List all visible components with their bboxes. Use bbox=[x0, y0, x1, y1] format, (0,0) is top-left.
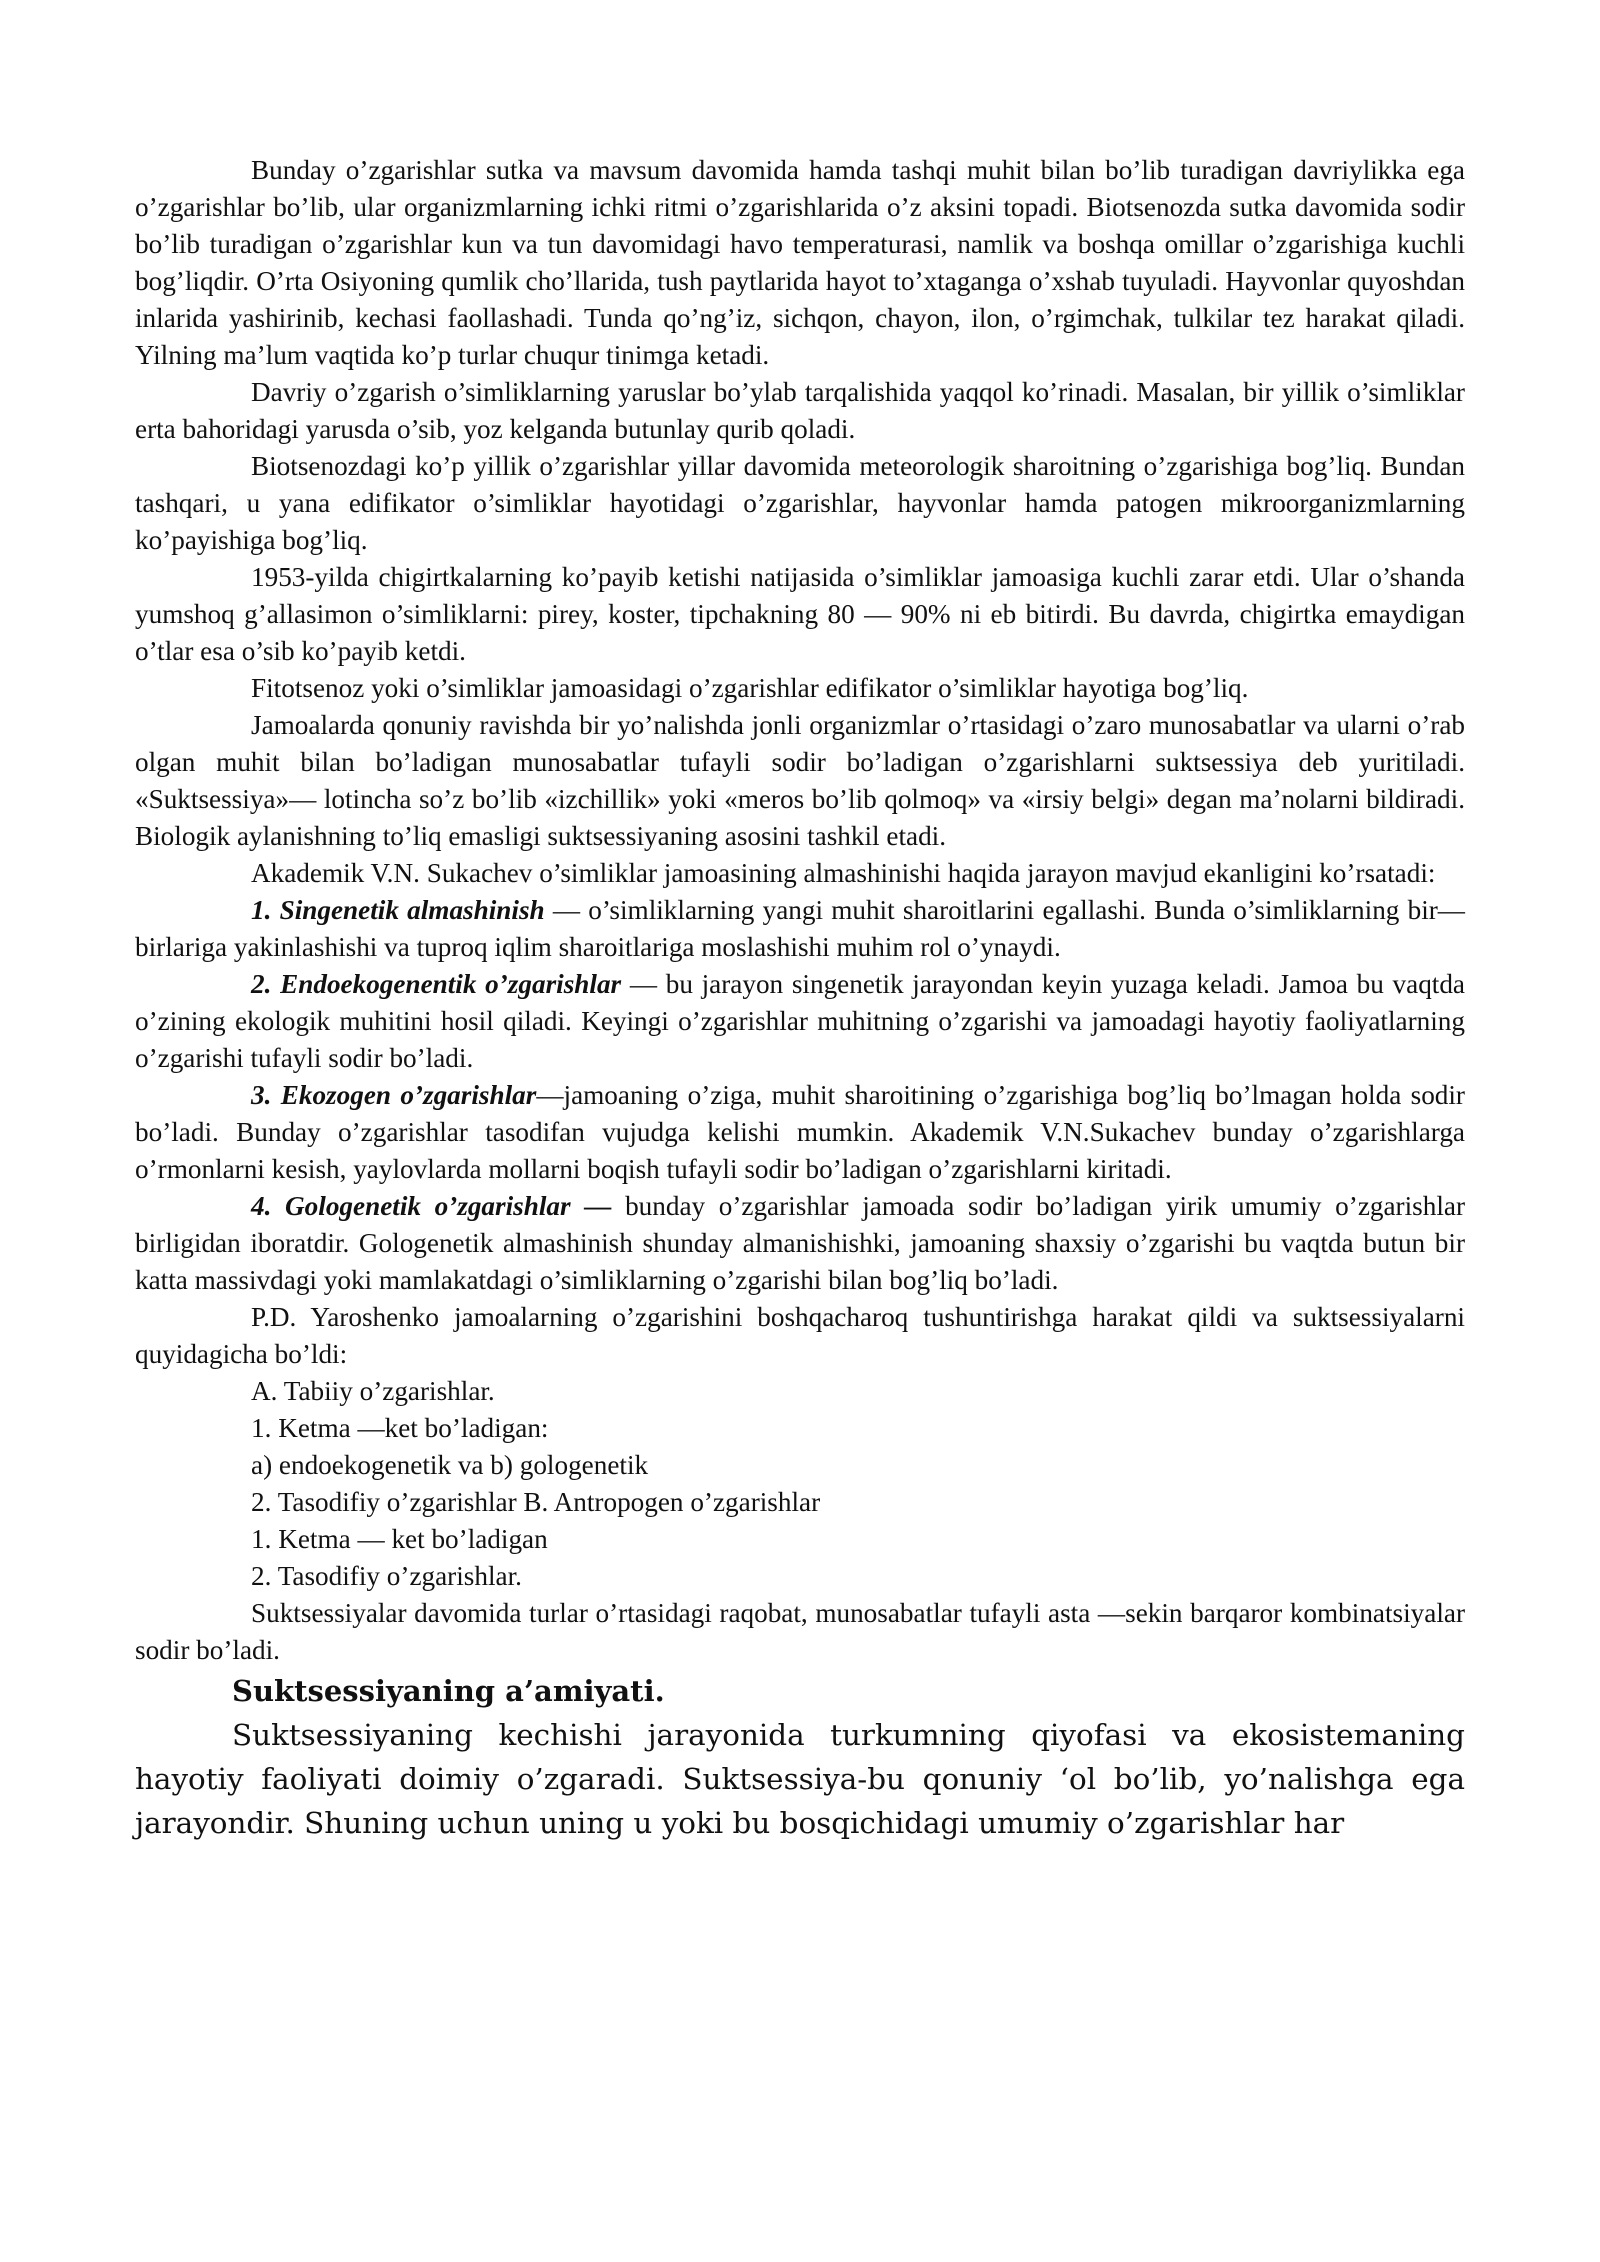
classification-item: 2. Tasodifiy o’zgarishlar. bbox=[251, 1561, 522, 1591]
classification-item: 1. Ketma — ket bo’ladigan bbox=[251, 1524, 548, 1554]
stage-text: —jamoaning o’ziga, muhit sharoitining o’zgarishiga bog’liq bo’lmagan holda sodir bo’ladi. Bunday o’zgarishlar tasodifan vujudga kelishi mumkin. Akademik V.N.Sukachev bunday o’zgarishlarga o’rmonlarni kesish, yaylovlarda mollarni boqish tufayli sodir bo’ladigan o’zgarishlarni kiritadi. bbox=[135, 1080, 1465, 1184]
section-heading: Suktsessiyaning a’amiyati. bbox=[232, 1674, 665, 1708]
stage-item-exogenic bbox=[135, 1077, 1465, 1188]
stage-term: 2. Endoekogenentik o’zgarishlar bbox=[251, 969, 622, 999]
paragraph-conclusion: Suktsessiyalar davomida turlar o’rtasidagi raqobat, munosabatlar tufayli asta —sekin barqaror kombinatsiyalar sodir bo’ladi. bbox=[135, 1598, 1465, 1665]
paragraph-phytocenosis: Fitotsenoz yoki o’simliklar jamoasidagi o’zgarishlar edifikator o’simliklar hayotiga bog’liq. bbox=[251, 673, 1249, 703]
stage-item-singenetic bbox=[135, 892, 1465, 966]
paragraph-sukachev-intro: Akademik V.N. Sukachev o’simliklar jamoasining almashinishi haqida jarayon mavjud ekanligini ko’rsatadi: bbox=[251, 858, 1436, 888]
stage-term: 4. Gologenetik o’zgarishlar — bbox=[251, 1191, 612, 1221]
stage-term: 3. Ekozogen o’zgarishlar bbox=[251, 1080, 537, 1110]
paragraph-layer-changes: Davriy o’zgarish o’simliklarning yaruslar bo’ylab tarqalishida yaqqol ko’rinadi. Masalan, bir yillik o’simliklar erta bahoridagi yarusda o’sib, yoz kelganda butunlay qurib qoladi. bbox=[135, 377, 1465, 444]
stage-text: — o’simliklarning yangi muhit sharoitlarini egallashi. Bunda o’simliklarning bir—birlariga yakinlashishi va tuproq iqlim sharoitlariga moslashishi muhim rol o’ynaydi. bbox=[135, 895, 1465, 962]
paragraph-multiyear-changes: Biotsenozdagi ko’p yillik o’zgarishlar yillar davomida meteorologik sharoitning o’zgarishiga bog’liq. Bundan tashqari, u yana edifikator o’simliklar hayotidagi o’zgarishlar, hayvonlar hamda patogen mikroorganizmlarning ko’payishiga bog’liq. bbox=[135, 451, 1465, 555]
classification-item: A. Tabiiy o’zgarishlar. bbox=[251, 1376, 495, 1406]
classification-item: a) endoekogenetik va b) gologenetik bbox=[251, 1450, 649, 1480]
document-body bbox=[135, 152, 1465, 1669]
stage-text: bunday o’zgarishlar jamoada sodir bo’ladigan yirik umumiy o’zgarishlar birligidan iboratdir. Gologenetik almashinish shunday almanishishki, jamoaning shaxsiy o’zgarishi bu vaqtda butun bir katta massivdagi yoki mamlakatdagi o’simliklarning o’zgarishi bilan bog’liq bo’ladi. bbox=[135, 1191, 1465, 1295]
classification-item: 2. Tasodifiy o’zgarishlar B. Antropogen o’zgarishlar bbox=[251, 1487, 821, 1517]
classification-item: 1. Ketma —ket bo’ladigan: bbox=[251, 1413, 549, 1443]
document-page bbox=[135, 152, 1465, 1845]
paragraph-periodic-changes: Bunday o’zgarishlar sutka va mavsum davomida hamda tashqi muhit bilan bo’lib turadigan davriylikka ega o’zgarishlar bo’lib, ular organizmlarning ichki ritmi o’zgarishlarida o’z aksini topadi. Biotsenozda sutka davomida sodir bo’lib turadigan o’zgarishlar kun va tun davomidagi havo temperaturasi, namlik va boshqa omillar o’zgarishiga kuchli bog’liqdir. O’rta Osiyoning qumlik cho’llarida, tush paytlarida hayot to’xtaganga o’xshab tuyuladi. Hayvonlar quyoshdan inlarida yashirinib, kechasi faollashadi. Tunda qo’ng’iz, sichqon, chayon, ilon, o’rgimchak, tulkilar tez harakat qiladi. Yilning ma’lum vaqtida ko’p turlar chuqur tinimga ketadi. bbox=[135, 155, 1465, 370]
section-paragraph: Suktsessiyaning kechishi jarayonida turkumning qiyofasi va ekosistemaning hayotiy faoliyati doimiy o’zgaradi. Suktsessiya-bu qonuniy ‘ol bo’lib, yo’nalishga ega jarayondir. Shuning uchun uning u yoki bu bosqichidagi umumiy o’zgarishlar har bbox=[135, 1718, 1465, 1840]
stage-item-endoecogenetic bbox=[135, 966, 1465, 1077]
stage-term: 1. Singenetik almashinish bbox=[251, 895, 545, 925]
stage-item-gologenetic bbox=[135, 1188, 1465, 1299]
paragraph-locust-1953: 1953-yilda chigirtkalarning ko’payib ketishi natijasida o’simliklar jamoasiga kuchli zarar etdi. Ular o’shanda yumshoq g’allasimon o’simliklarni: pirey, koster, tipchakning 80 — 90% ni eb bitirdi. Bu davrda, chigirtka emaydigan o’tlar esa o’sib ko’payib ketdi. bbox=[135, 562, 1465, 666]
paragraph-yaroshenko: P.D. Yaroshenko jamoalarning o’zgarishini boshqacharoq tushuntirishga harakat qildi va suktsessiyalarni quyidagicha bo’ldi: bbox=[135, 1302, 1465, 1369]
paragraph-succession-definition: Jamoalarda qonuniy ravishda bir yo’nalishda jonli organizmlar o’rtasidagi o’zaro munosabatlar va ularni o’rab olgan muhit bilan bo’ladigan munosabatlar tufayli sodir bo’ladigan o’zgarishlarni suktsessiya deb yuritiladi. «Suktsessiya»— lotincha so’z bo’lib «izchillik» yoki «meros bo’lib qolmoq» va «irsiy belgi» degan ma’nolarni bildiradi. Biologik aylanishning to’liq emasligi suktsessiyaning asosini tashkil etadi. bbox=[135, 710, 1465, 851]
stage-text: — bu jarayon singenetik jarayondan keyin yuzaga keladi. Jamoa bu vaqtda o’zining ekologik muhitini hosil qiladi. Keyingi o’zgarishlar muhitning o’zgarishi va jamoadagi hayotiy faoliyatlarning o’zgarishi tufayli sodir bo’ladi. bbox=[135, 969, 1465, 1073]
